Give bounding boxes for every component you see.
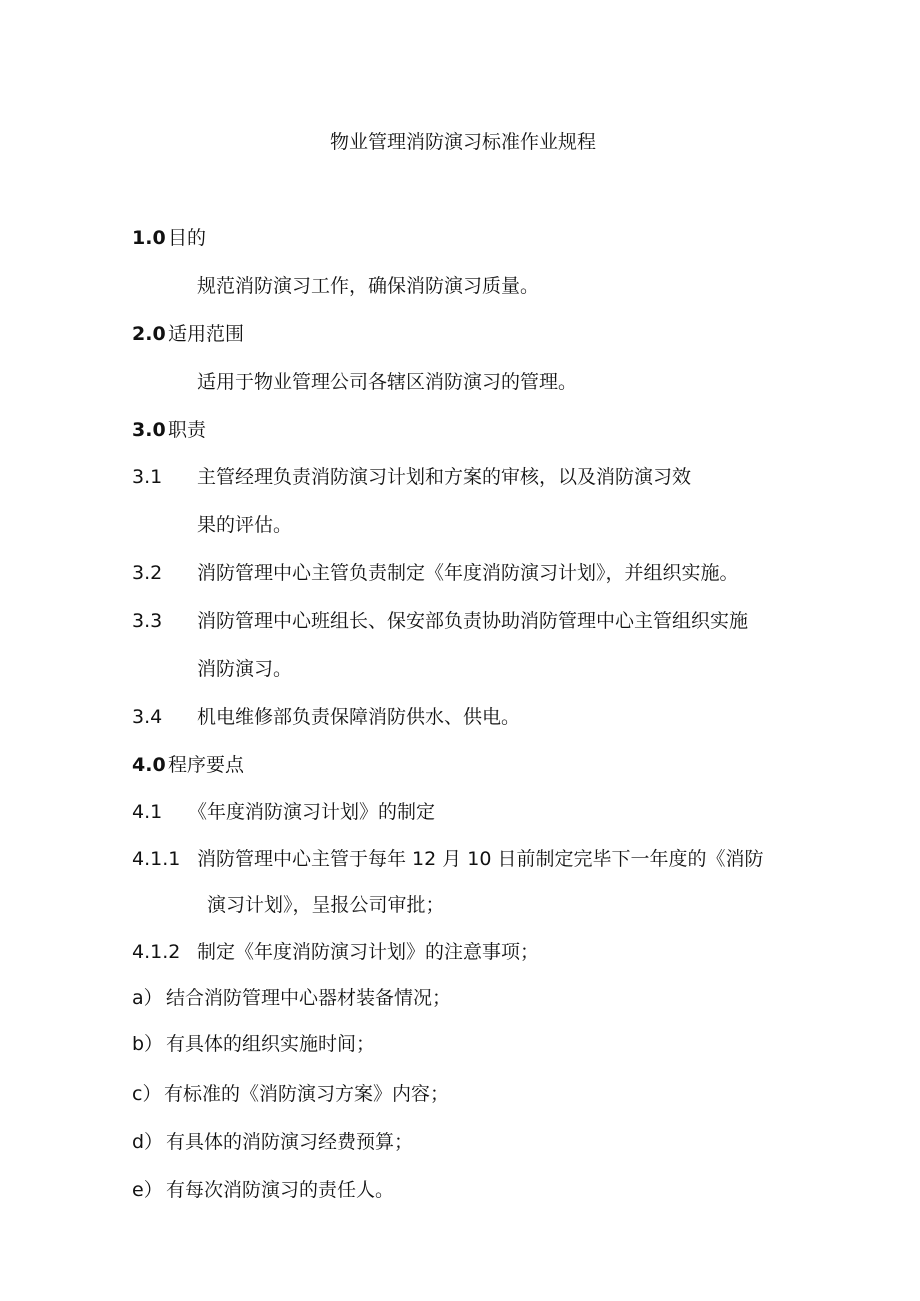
item-number: 4.1 xyxy=(132,801,163,823)
list-marker: e） xyxy=(132,1179,163,1201)
section-number: 3.0 xyxy=(132,419,166,441)
item-number: 3.3 xyxy=(132,610,163,632)
item-text: 消防管理中心主管负责制定《年度消防演习计划》，并组织实施。 xyxy=(197,562,739,584)
item-number: 3.2 xyxy=(132,562,163,584)
section-number: 2.0 xyxy=(132,323,166,345)
item-text-continued: 果的评估。 xyxy=(197,514,293,536)
section-number: 4.0 xyxy=(132,754,166,776)
list-item: 有具体的消防演习经费预算； xyxy=(166,1131,414,1153)
section-body: 适用于物业管理公司各辖区消防演习的管理。 xyxy=(197,371,578,393)
list-item: 结合消防管理中心器材装备情况； xyxy=(166,987,452,1009)
item-text: 《年度消防演习计划》的制定 xyxy=(188,801,436,823)
item-text: 主管经理负责消防演习计划和方案的审核，以及消防演习效 xyxy=(197,466,692,488)
item-text-continued: 演习计划》，呈报公司审批； xyxy=(207,894,445,916)
item-number: 3.1 xyxy=(132,466,163,488)
section-heading: 目的 xyxy=(168,227,207,249)
section-heading: 程序要点 xyxy=(168,754,245,776)
item-text: 消防管理中心主管于每年 12 月 10 日前制定完毕下一年度的《消防 xyxy=(197,848,764,870)
list-item: 有每次消防演习的责任人。 xyxy=(166,1179,395,1201)
list-marker: a） xyxy=(132,987,163,1009)
list-marker: b） xyxy=(132,1033,164,1055)
item-text: 机电维修部负责保障消防供水、供电。 xyxy=(197,706,521,728)
item-number: 3.4 xyxy=(132,706,163,728)
item-text-continued: 消防演习。 xyxy=(197,658,293,680)
item-text: 制定《年度消防演习计划》的注意事项； xyxy=(197,941,540,963)
list-item: 有标准的《消防演习方案》内容； xyxy=(164,1083,450,1105)
item-text: 消防管理中心班组长、保安部负责协助消防管理中心主管组织实施 xyxy=(197,610,749,632)
section-body: 规范消防演习工作，确保消防演习质量。 xyxy=(197,275,540,297)
list-item: 有具体的组织实施时间； xyxy=(166,1033,376,1055)
section-number: 1.0 xyxy=(132,227,166,249)
list-marker: c） xyxy=(132,1083,162,1105)
item-number: 4.1.2 xyxy=(132,941,181,963)
list-marker: d） xyxy=(132,1131,164,1153)
section-heading: 职责 xyxy=(168,419,207,441)
document-title: 物业管理消防演习标准作业规程 xyxy=(329,131,596,153)
item-number: 4.1.1 xyxy=(132,848,181,870)
section-heading: 适用范围 xyxy=(168,323,245,345)
